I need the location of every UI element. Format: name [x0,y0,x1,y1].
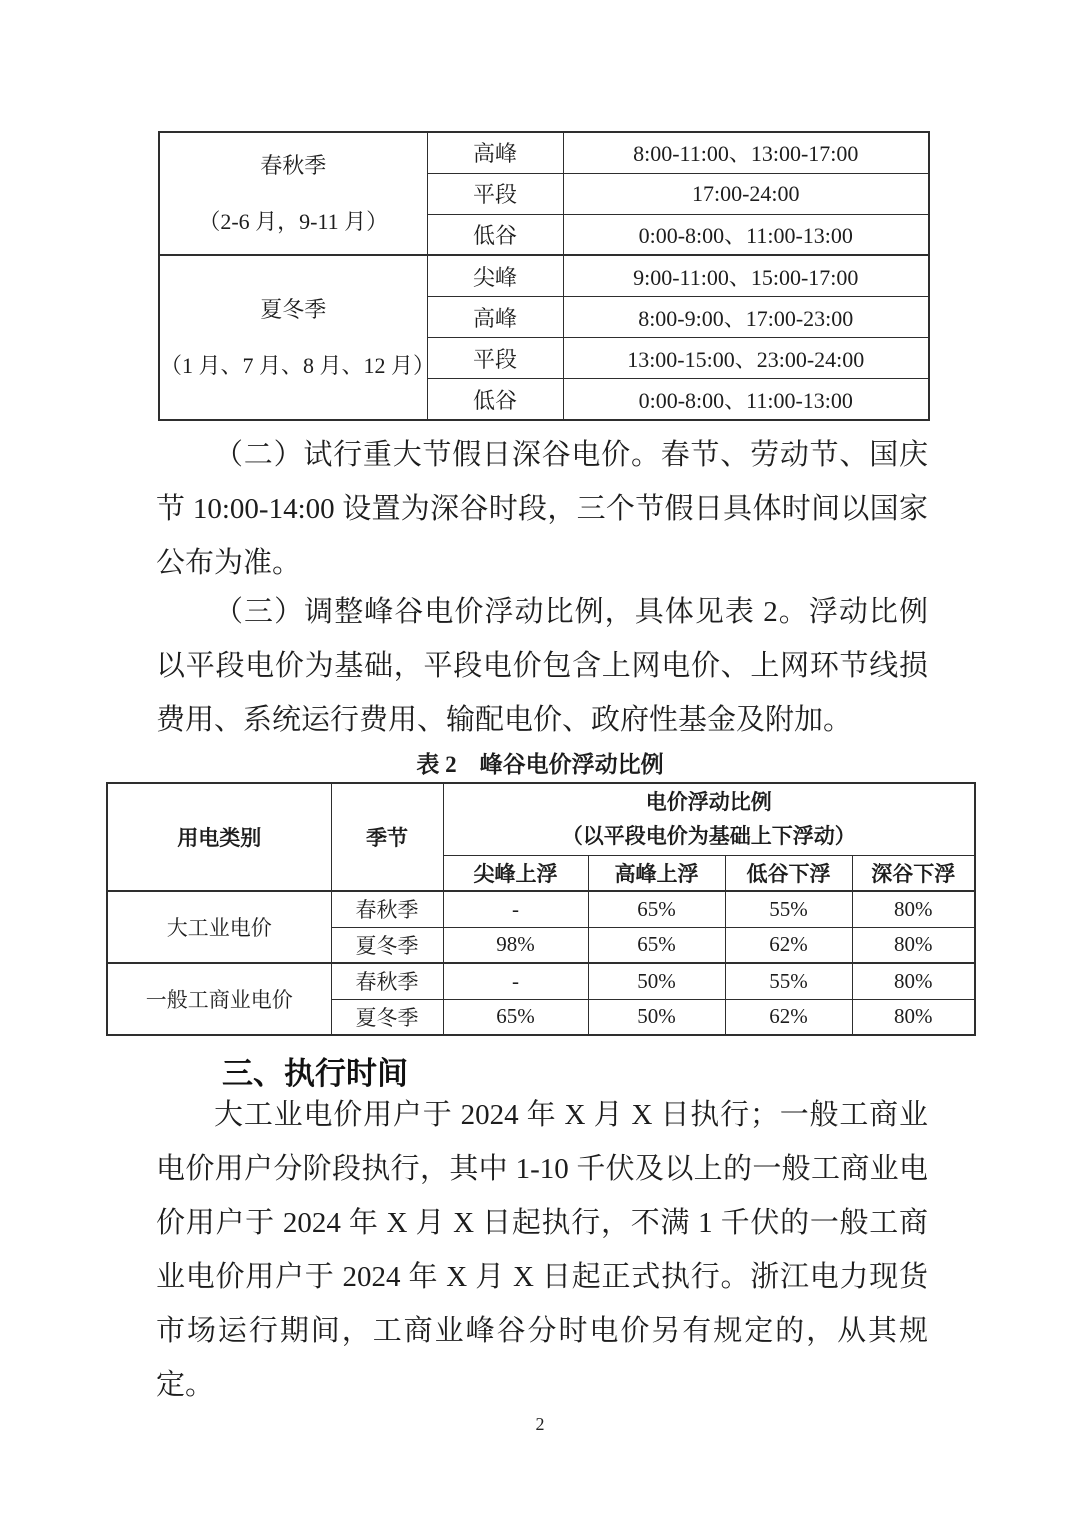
period-cell: 平段 [427,338,563,379]
value-cell: 65% [588,927,725,963]
paragraph-holiday-deep-valley: （二）试行重大节假日深谷电价。春节、劳动节、国庆节 10:00-14:00 设置为深谷时段，三个节假日具体时间以国家公布为准。 [156,439,928,579]
header-valley-down: 低谷下浮 [725,855,852,891]
table2-caption: 表 2 峰谷电价浮动比例 [416,752,664,777]
page-number: 2 [535,1414,545,1434]
value-cell: 62% [725,927,852,963]
period-cell: 平段 [427,173,563,214]
value-cell: 80% [852,999,975,1035]
section-body-execution-time: 大工业电价用户于 2024 年 X 月 X 日执行；一般工商业电价用户分阶段执行，其中 1-10 千伏及以上的一般工商业电价用户于 2024 年 X 月 X 日起执行，不满 1 千伏的一般工商业电价用户于 2024 年 X 月 X 日起正式执行。浙江电力现货市场运行期间，工商业峰谷分时电价另有规定的，从其规定。 [156,1099,928,1401]
period-cell: 高峰 [427,297,563,338]
period-cell: 低谷 [427,379,563,420]
value-cell: 62% [725,999,852,1035]
table-row [107,963,975,999]
time-cell: 17:00-24:00 [563,173,929,214]
value-cell: - [443,891,588,927]
value-cell: - [443,963,588,999]
value-cell: 80% [852,963,975,999]
value-cell: 50% [588,999,725,1035]
time-cell: 8:00-11:00、13:00-17:00 [563,132,929,173]
season-months: （2-6 月，9-11 月） [198,208,389,234]
value-cell: 50% [588,963,725,999]
header-usage-category: 用电类别 [107,783,331,891]
period-cell: 尖峰 [427,255,563,296]
section-heading-execution-time: 三、执行时间 [222,1056,408,1091]
season-cell: 夏冬季 [331,999,443,1035]
season-months: （1 月、7 月、8 月、12 月） [160,352,436,378]
paragraph-float-ratio: （三）调整峰谷电价浮动比例，具体见表 2。浮动比例以平段电价为基础，平段电价包含上网电价、上网环节线损费用、系统运行费用、输配电价、政府性基金及附加。 [156,596,928,736]
header-peak-up: 高峰上浮 [588,855,725,891]
season-cell: 夏冬季 [331,927,443,963]
value-cell: 65% [588,891,725,927]
header-float-ratio-subtitle: （以平段电价为基础上下浮动） [561,824,856,849]
value-cell: 65% [443,999,588,1035]
season-cell: 春秋季 [331,891,443,927]
header-season: 季节 [331,783,443,891]
value-cell: 80% [852,891,975,927]
header-float-ratio-group [443,783,975,855]
table-row [107,891,975,927]
season-name: 夏冬季 [260,296,327,322]
season-name: 春秋季 [260,152,327,178]
season-cell-summer-winter [159,255,436,420]
category-cell-general-commercial: 一般工商业电价 [107,963,331,1035]
category-cell-large-industry: 大工业电价 [107,891,331,963]
table-row [159,255,929,296]
header-float-ratio-title: 电价浮动比例 [645,790,772,815]
season-cell-spring-autumn [159,132,427,255]
header-sharp-peak-up: 尖峰上浮 [443,855,588,891]
time-cell: 0:00-8:00、11:00-13:00 [563,379,929,420]
value-cell: 80% [852,927,975,963]
price-float-ratio-table [106,782,976,1036]
tou-periods-table [158,131,930,421]
value-cell: 55% [725,891,852,927]
season-cell: 春秋季 [331,963,443,999]
value-cell: 55% [725,963,852,999]
header-deep-valley-down: 深谷下浮 [852,855,975,891]
period-cell: 低谷 [427,214,563,255]
value-cell: 98% [443,927,588,963]
time-cell: 8:00-9:00、17:00-23:00 [563,297,929,338]
time-cell: 0:00-8:00、11:00-13:00 [563,214,929,255]
table-row [159,132,929,173]
time-cell: 13:00-15:00、23:00-24:00 [563,338,929,379]
time-cell: 9:00-11:00、15:00-17:00 [563,255,929,296]
period-cell: 高峰 [427,132,563,173]
table-header-row [107,783,975,855]
